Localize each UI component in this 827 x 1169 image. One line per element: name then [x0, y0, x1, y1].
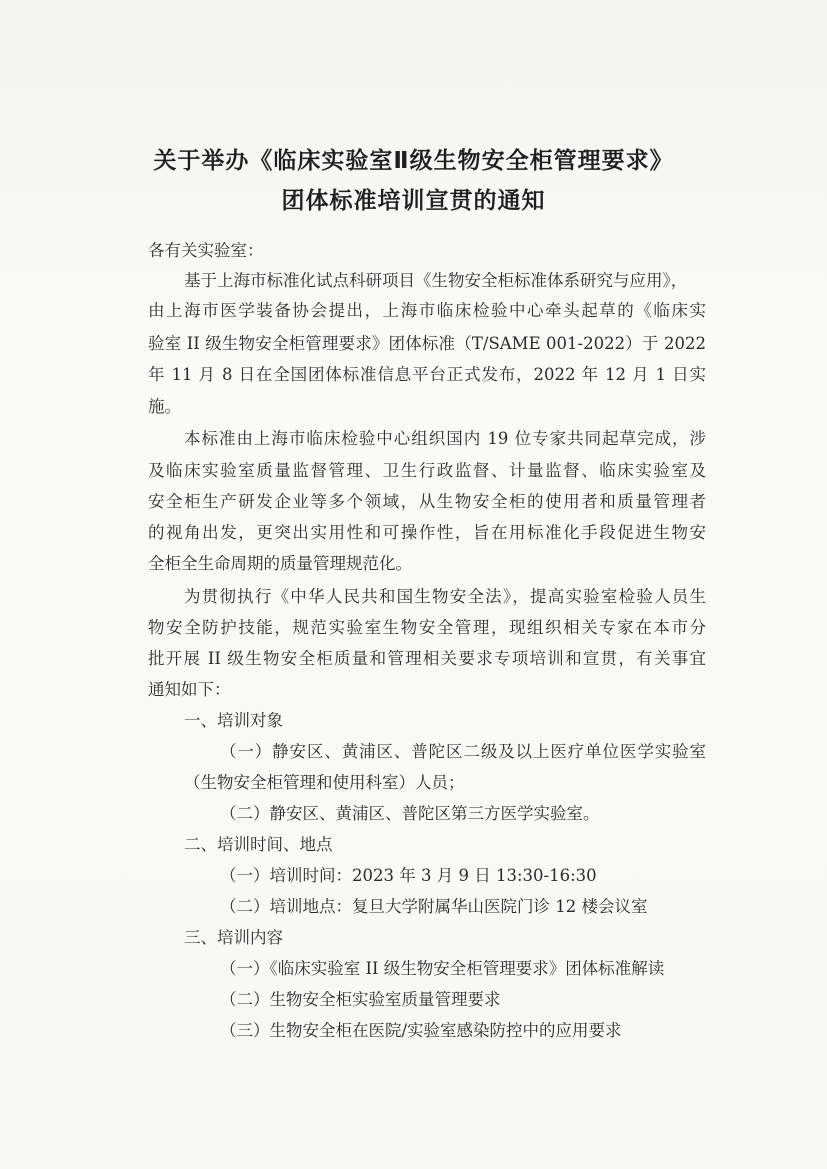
paragraph-2-line-2: 及临床实验室质量监督管理、卫生行政监督、计量监督、临床实验室及	[148, 461, 706, 480]
paragraph-1-line-3: 验室 II 级生物安全柜管理要求》团体标准（T/SAME 001-2022）于 2022	[148, 334, 706, 353]
paragraph-3-line-2: 物安全防护技能，规范实验室生物安全管理，现组织相关专家在本市分	[148, 618, 706, 637]
paragraph-1-line-2: 由上海市医学装备协会提出，上海市临床检验中心牵头起草的《临床实	[148, 301, 706, 320]
paragraph-2-line-3: 安全柜生产研发企业等多个领域，从生物安全柜的使用者和质量管理者	[148, 492, 706, 511]
section-2-heading: 二、培训时间、地点	[184, 835, 333, 854]
section-2-item-1: （一）培训时间：2023 年 3 月 9 日 13:30-16:30	[220, 866, 597, 885]
paragraph-3-line-3: 批开展 II 级生物安全柜质量和管理相关要求专项培训和宣贯，有关事宜	[148, 649, 706, 668]
section-2-item-2: （二）培训地点：复旦大学附属华山医院门诊 12 楼会议室	[220, 897, 648, 916]
paragraph-1-line-5: 施。	[148, 397, 181, 416]
paragraph-2-line-1: 本标准由上海市临床检验中心组织国内 19 位专家共同起草完成，涉	[184, 429, 706, 448]
section-3-item-3: （三）生物安全柜在医院/实验室感染防控中的应用要求	[220, 1021, 622, 1040]
section-1-item-1-line-1: （一）静安区、黄浦区、普陀区二级及以上医疗单位医学实验室	[220, 742, 706, 761]
paragraph-1-line-1: 基于上海市标准化试点科研项目《生物安全柜标准体系研究与应用》，	[184, 271, 688, 290]
title-line-1: 关于举办《临床实验室Ⅱ级生物安全柜管理要求》	[153, 148, 674, 174]
section-3-item-1: （一）《临床实验室 II 级生物安全柜管理要求》团体标准解读	[220, 959, 665, 978]
section-1-item-2: （二）静安区、黄浦区、普陀区第三方医学实验室。	[220, 804, 600, 823]
section-1-heading: 一、培训对象	[184, 711, 283, 730]
paragraph-2-line-5: 全柜全生命周期的质量管理规范化。	[148, 554, 412, 573]
paragraph-3-line-4: 通知如下：	[148, 680, 231, 699]
section-3-heading: 三、培训内容	[184, 928, 283, 947]
section-3-item-2: （二）生物安全柜实验室质量管理要求	[220, 990, 501, 1009]
title-line-2: 团体标准培训宣贯的通知	[281, 188, 546, 214]
section-1-item-1-line-2: （生物安全柜管理和使用科室）人员；	[184, 773, 465, 792]
paragraph-2-line-4: 的视角出发，更突出实用性和可操作性，旨在用标准化手段促进生物安	[148, 523, 706, 542]
paragraph-3-line-1: 为贯彻执行《中华人民共和国生物安全法》，提高实验室检验人员生	[184, 587, 706, 606]
paragraph-1-line-4: 年 11 月 8 日在全国团体标准信息平台正式发布，2022 年 12 月 1 日实	[148, 365, 706, 384]
salutation: 各有关实验室：	[148, 241, 264, 260]
